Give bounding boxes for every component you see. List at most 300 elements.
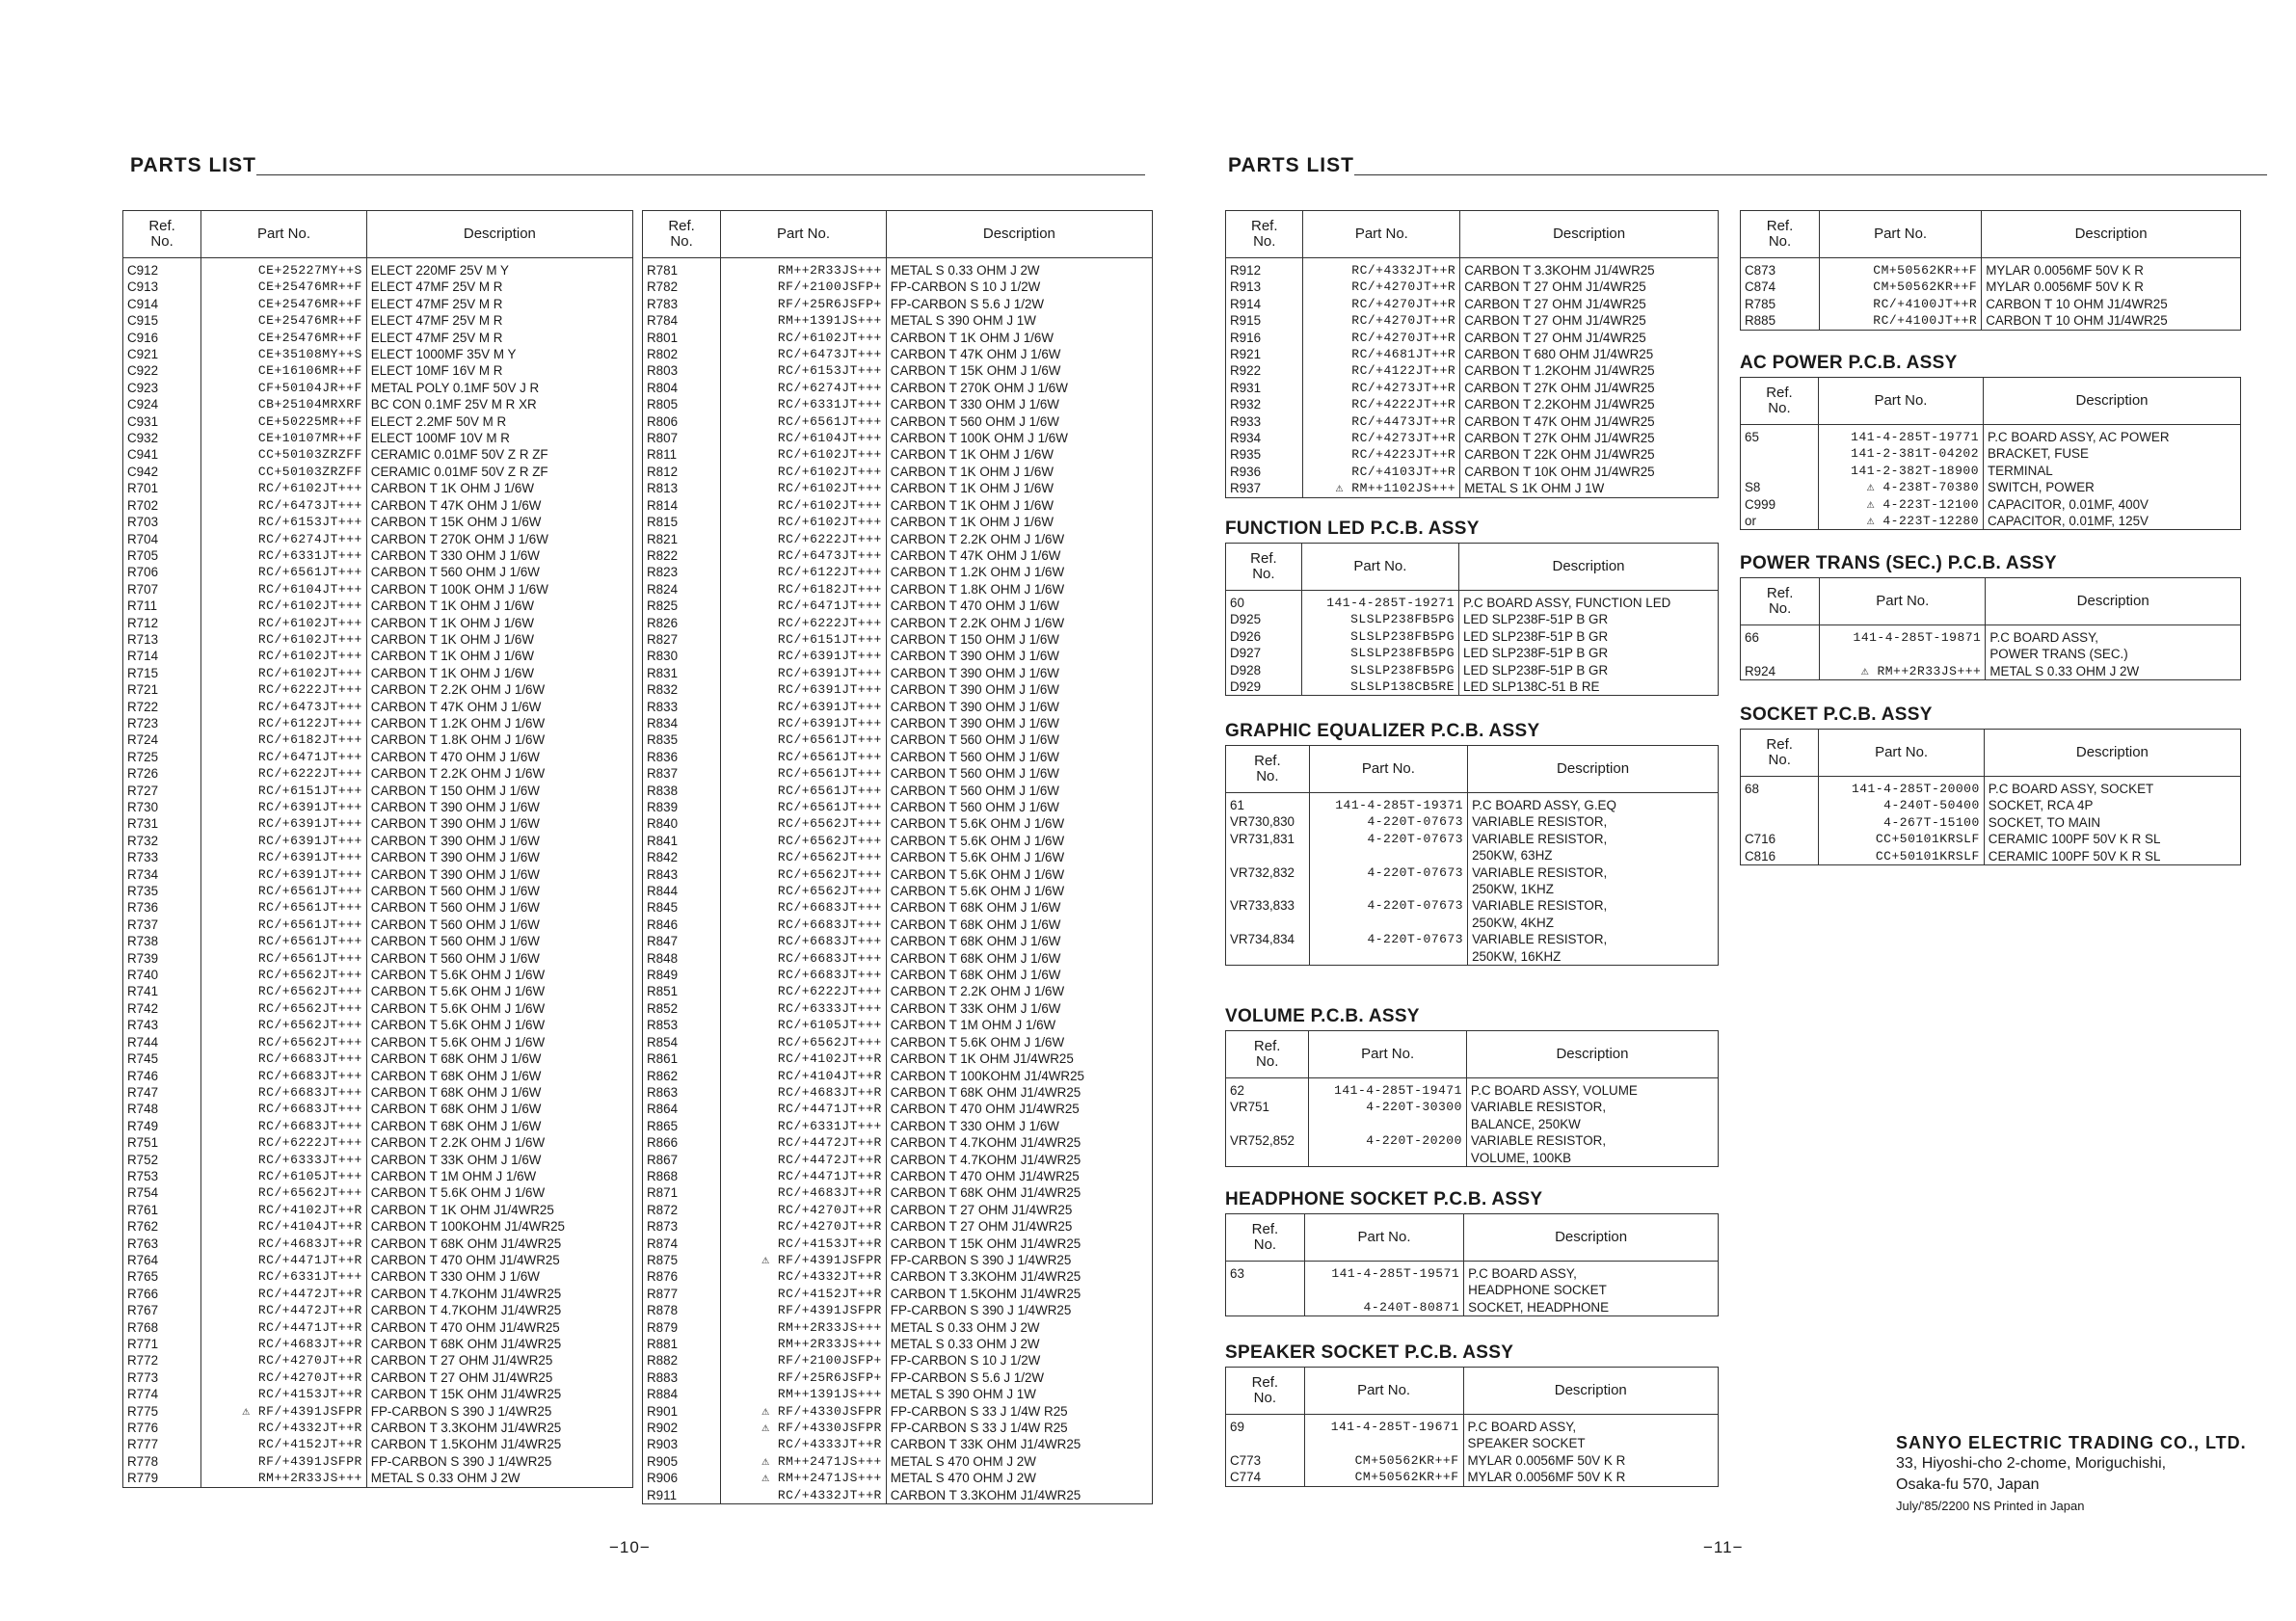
description-cell: HEADPHONE SOCKET (1464, 1282, 1719, 1298)
table-row (643, 917, 1153, 933)
ref-cell: R884 (643, 1386, 721, 1402)
ref-cell: R812 (643, 464, 721, 480)
table-row (1226, 797, 1719, 813)
table-header-row (1226, 211, 1719, 258)
ref-cell (1741, 445, 1819, 462)
table-header-row (1226, 1214, 1719, 1262)
ref-header: Ref. No. (1226, 1214, 1305, 1262)
description-cell: CARBON T 560 OHM J 1/6W (366, 917, 632, 933)
ref-cell: R714 (123, 648, 201, 664)
description-cell: CARBON T 68K OHM J1/4WR25 (886, 1084, 1152, 1101)
part-number-cell: RC/+6471JT+++ (201, 749, 367, 765)
part-number-cell: RC/+6122JT+++ (721, 564, 887, 580)
part-number-cell: RC/+4270JT++R (721, 1218, 887, 1235)
table-row (643, 1470, 1153, 1486)
part-number-cell: RC/+4153JT++R (721, 1236, 887, 1252)
table-row (123, 279, 633, 295)
part-number-cell: RC/+4273JT++R (1303, 430, 1460, 446)
table-header-row (643, 211, 1153, 258)
ref-header: Ref. No. (1741, 578, 1820, 625)
table-row (1226, 864, 1719, 881)
part-number-cell: RC/+6102JT+++ (721, 446, 887, 463)
ref-cell: R838 (643, 783, 721, 799)
part-number-cell: CE+10107MR++F (201, 430, 367, 446)
ref-cell: R903 (643, 1436, 721, 1452)
description-cell: VARIABLE RESISTOR, (1466, 1132, 1718, 1149)
description-cell: METAL S 470 OHM J 2W (886, 1470, 1152, 1486)
ref-cell: R782 (643, 279, 721, 295)
ref-cell: R931 (1226, 380, 1303, 396)
description-cell: CARBON T 390 OHM J 1/6W (886, 681, 1152, 698)
description-cell: CARBON T 1K OHM J 1/6W (366, 480, 632, 496)
description-cell: CARBON T 390 OHM J 1/6W (366, 799, 632, 815)
part-number-cell: RC/+6104JT+++ (201, 581, 367, 598)
table-row (123, 1252, 633, 1268)
part-number-cell: RC/+6331JT+++ (201, 1268, 367, 1285)
table-row (643, 1268, 1153, 1285)
description-cell: CARBON T 47K OHM J 1/6W (886, 346, 1152, 362)
description-cell: CARBON T 5.6K OHM J 1/6W (886, 1034, 1152, 1050)
part-number-cell: RC/+6562JT+++ (721, 883, 887, 899)
part-number-cell: RC/+6104JT+++ (721, 430, 887, 446)
part-number-cell: RC/+4100JT++R (1819, 312, 1981, 330)
part-number-cell: RC/+4471JT++R (201, 1319, 367, 1336)
table-row (643, 681, 1153, 698)
part-number-cell: RC/+6561JT+++ (201, 950, 367, 967)
ref-cell: R745 (123, 1050, 201, 1067)
part-number-cell: RC/+6561JT+++ (721, 765, 887, 782)
ref-header: Ref. No. (1741, 730, 1819, 777)
table-row (123, 883, 633, 899)
table-row (123, 699, 633, 715)
ref-cell: R752 (123, 1152, 201, 1168)
ref-cell: R815 (643, 514, 721, 530)
desc-header: Description (1459, 544, 1719, 591)
part-number-cell: RC/+6683JT+++ (201, 1118, 367, 1134)
ref-cell: R723 (123, 715, 201, 731)
table-row (1741, 445, 2241, 462)
part-number-cell: RC/+6562JT+++ (201, 1034, 367, 1050)
description-cell: METAL S 0.33 OHM J 2W (886, 262, 1152, 279)
part-header: Part No. (201, 211, 367, 258)
part-number-cell: RC/+6151JT+++ (201, 783, 367, 799)
description-cell: CARBON T 470 OHM J1/4WR25 (886, 1101, 1152, 1117)
description-cell: CARBON T 330 OHM J 1/6W (886, 396, 1152, 412)
table-row (123, 430, 633, 446)
description-cell: ELECT 2.2MF 50V M R (366, 413, 632, 430)
description-cell: CARBON T 560 OHM J 1/6W (366, 950, 632, 967)
ref-cell (1226, 948, 1310, 966)
description-cell: CARBON T 68K OHM J 1/6W (886, 933, 1152, 949)
ref-cell: R743 (123, 1017, 201, 1033)
ref-cell (1741, 646, 1820, 662)
part-number-cell: RC/+4104JT++R (721, 1068, 887, 1084)
part-number-cell (1309, 1116, 1467, 1132)
part-number-cell: RC/+6105JT+++ (201, 1168, 367, 1184)
ref-cell: C716 (1741, 831, 1819, 847)
part-number-cell: RC/+4100JT++R (1819, 296, 1981, 312)
desc-header: Description (1460, 211, 1719, 258)
table-header-row (123, 211, 633, 258)
ref-cell: R867 (643, 1152, 721, 1168)
part-number-cell: CM+50562KR++F (1819, 262, 1981, 279)
ref-cell: R936 (1226, 464, 1303, 480)
part-number-cell: RC/+6102JT+++ (721, 514, 887, 530)
table-row (643, 1000, 1153, 1017)
description-cell: CARBON T 1K OHM J 1/6W (366, 648, 632, 664)
table-row (643, 1168, 1153, 1184)
table-row (1226, 897, 1719, 914)
ref-cell: R905 (643, 1453, 721, 1470)
ref-cell: C922 (123, 362, 201, 379)
description-cell: METAL S 1K OHM J 1W (1460, 480, 1719, 497)
company-block (1896, 1432, 2247, 1517)
table-row (123, 799, 633, 815)
table-row (643, 1101, 1153, 1117)
ref-cell: C932 (123, 430, 201, 446)
part-number-cell (1304, 1282, 1463, 1298)
part-number-cell: 141-2-381T-04202 (1818, 445, 1983, 462)
part-number-cell: RC/+6102JT+++ (201, 480, 367, 496)
description-cell: CARBON T 3.3KOHM J1/4WR25 (886, 1487, 1152, 1504)
table-row (123, 731, 633, 748)
part-number-cell: RC/+6562JT+++ (201, 1017, 367, 1033)
ref-cell: R868 (643, 1168, 721, 1184)
table-row (1226, 1116, 1719, 1132)
description-cell: P.C BOARD ASSY, (1986, 629, 2241, 646)
part-number-cell: RC/+6683JT+++ (721, 917, 887, 933)
description-cell: CARBON T 1K OHM J 1/6W (886, 497, 1152, 514)
part-number-cell: RC/+6182JT+++ (201, 731, 367, 748)
description-cell: CARBON T 330 OHM J 1/6W (366, 1268, 632, 1285)
description-cell: SWITCH, POWER (1984, 479, 2241, 495)
table-row (1226, 413, 1719, 430)
table-row (123, 346, 633, 362)
ref-cell: R881 (643, 1336, 721, 1352)
description-cell: CARBON T 15K OHM J 1/6W (366, 514, 632, 530)
ref-cell: R934 (1226, 430, 1303, 446)
desc-header: Description (1466, 1031, 1718, 1078)
description-cell: CAPACITOR, 0.01MF, 125V (1984, 513, 2241, 530)
part-header: Part No. (1309, 746, 1467, 793)
description-cell: CARBON T 1.2K OHM J 1/6W (366, 715, 632, 731)
description-cell: CARBON T 1.8K OHM J 1/6W (886, 581, 1152, 598)
part-number-cell: RC/+4333JT++R (721, 1436, 887, 1452)
ref-cell: R871 (643, 1184, 721, 1201)
ref-cell: C916 (123, 330, 201, 346)
description-cell: CARBON T 5.6K OHM J 1/6W (886, 833, 1152, 849)
part-number-cell: RC/+4471JT++R (721, 1101, 887, 1117)
description-cell: CARBON T 2.2K OHM J 1/6W (886, 531, 1152, 547)
ref-cell: 69 (1226, 1419, 1305, 1435)
description-cell: CERAMIC 0.01MF 50V Z R ZF (366, 464, 632, 480)
description-cell: CARBON T 100K OHM J 1/6W (366, 581, 632, 598)
table-row (643, 1336, 1153, 1352)
table-row (643, 296, 1153, 312)
ref-cell: R761 (123, 1202, 201, 1218)
part-number-cell: RC/+4270JT++R (201, 1352, 367, 1369)
table-row (1741, 262, 2241, 279)
part-number-cell: RC/+6102JT+++ (201, 631, 367, 648)
part-number-cell: ⚠ RF/+4330JSFPR (721, 1420, 887, 1436)
part-number-cell: RC/+6561JT+++ (721, 749, 887, 765)
part-number-cell: RF/+25R6JSFP+ (721, 1369, 887, 1386)
table-row (123, 1470, 633, 1487)
description-cell: CARBON T 5.6K OHM J 1/6W (366, 1184, 632, 1201)
ref-cell: R921 (1226, 346, 1303, 362)
description-cell: ELECT 1000MF 35V M Y (366, 346, 632, 362)
part-number-cell: RC/+6683JT+++ (201, 1101, 367, 1117)
table-row (1226, 628, 1719, 645)
description-cell: CARBON T 27 OHM J1/4WR25 (1460, 330, 1719, 346)
table-row (123, 330, 633, 346)
table-row (1226, 380, 1719, 396)
ref-cell: R706 (123, 564, 201, 580)
description-cell: CARBON T 470 OHM J 1/6W (886, 598, 1152, 614)
part-number-cell: RC/+6274JT+++ (201, 531, 367, 547)
table-row (123, 1420, 633, 1436)
description-cell: CERAMIC 0.01MF 50V Z R ZF (366, 446, 632, 463)
ref-cell: R932 (1226, 396, 1303, 412)
description-cell: POWER TRANS (SEC.) (1986, 646, 2241, 662)
ref-cell: R771 (123, 1336, 201, 1352)
ref-cell: R725 (123, 749, 201, 765)
table-row (123, 1319, 633, 1336)
section-title-headphone: HEADPHONE SOCKET P.C.B. ASSY (1225, 1189, 1543, 1209)
description-cell: MYLAR 0.0056MF 50V K R (1463, 1452, 1718, 1469)
part-number-cell: RC/+4122JT++R (1303, 362, 1460, 379)
table-row (123, 849, 633, 865)
description-cell: FP-CARBON S 33 J 1/4W R25 (886, 1420, 1152, 1436)
part-number-cell: CB+25104MRXRF (201, 396, 367, 412)
part-number-cell: RC/+6683JT+++ (201, 1050, 367, 1067)
table-header-row (1226, 1031, 1719, 1078)
description-cell: CARBON T 1K OHM J1/4WR25 (366, 1202, 632, 1218)
table-row (1226, 678, 1719, 696)
ref-cell: C873 (1741, 262, 1820, 279)
ref-cell: R742 (123, 1000, 201, 1017)
ref-cell: R825 (643, 598, 721, 614)
table-header-row (1741, 211, 2241, 258)
part-number-cell: RC/+4471JT++R (201, 1252, 367, 1268)
table-row (1741, 312, 2241, 330)
table-row (1226, 262, 1719, 279)
ref-cell: C931 (123, 413, 201, 430)
description-cell: CARBON T 27 OHM J1/4WR25 (366, 1369, 632, 1386)
description-cell: CARBON T 1.2K OHM J 1/6W (886, 564, 1152, 580)
description-cell: P.C BOARD ASSY, (1463, 1419, 1718, 1435)
part-number-cell (1309, 948, 1467, 966)
table-row (1741, 513, 2241, 530)
ref-cell: R779 (123, 1470, 201, 1487)
table-row (123, 1118, 633, 1134)
table-row (1741, 296, 2241, 312)
description-cell: FP-CARBON S 390 J 1/4WR25 (366, 1403, 632, 1420)
ref-cell: 62 (1226, 1082, 1309, 1099)
description-cell: CARBON T 560 OHM J 1/6W (886, 765, 1152, 782)
table-row (1226, 1099, 1719, 1115)
description-cell: P.C BOARD ASSY, FUNCTION LED (1459, 595, 1719, 611)
ref-cell: R785 (1741, 296, 1820, 312)
part-number-cell: RC/+6102JT+++ (721, 330, 887, 346)
description-cell: FP-CARBON S 10 J 1/2W (886, 279, 1152, 295)
description-cell: P.C BOARD ASSY, (1464, 1265, 1719, 1282)
ref-cell: R774 (123, 1386, 201, 1402)
table-row (643, 1302, 1153, 1318)
ref-cell: R826 (643, 615, 721, 631)
part-number-cell: RC/+6391JT+++ (721, 681, 887, 698)
part-number-cell: 4-220T-07673 (1309, 813, 1467, 830)
ref-cell: R773 (123, 1369, 201, 1386)
part-number-cell: RC/+4332JT++R (1303, 262, 1460, 279)
description-cell: VARIABLE RESISTOR, (1468, 897, 1719, 914)
part-number-cell: RC/+6562JT+++ (201, 967, 367, 983)
part-number-cell: CM+50562KR++F (1304, 1469, 1463, 1486)
part-number-cell: RC/+4222JT++R (1303, 396, 1460, 412)
description-cell: CARBON T 5.6K OHM J 1/6W (886, 883, 1152, 899)
table-row (123, 380, 633, 396)
part-number-cell: RC/+6562JT+++ (201, 1000, 367, 1017)
table-row (643, 1487, 1153, 1504)
table-row (643, 430, 1153, 446)
ref-cell: R744 (123, 1034, 201, 1050)
ref-cell (1226, 847, 1310, 864)
part-number-cell: RC/+4472JT++R (201, 1286, 367, 1302)
part-number-cell: SLSLP238FB5PG (1301, 662, 1458, 678)
table-row (1226, 1452, 1719, 1469)
part-header: Part No. (1304, 1214, 1463, 1262)
table-row (643, 1403, 1153, 1420)
part-header: Part No. (1820, 578, 1986, 625)
part-number-cell: RC/+6561JT+++ (721, 731, 887, 748)
description-cell: METAL S 0.33 OHM J 2W (366, 1470, 632, 1487)
ref-cell: 63 (1226, 1265, 1305, 1282)
description-cell: METAL S 0.33 OHM J 2W (1986, 663, 2241, 680)
part-number-cell: RC/+6222JT+++ (721, 531, 887, 547)
parts-list-header-right: PARTS LIST (1228, 154, 1354, 176)
part-number-cell: RC/+6683JT+++ (201, 1084, 367, 1101)
table-row (123, 1152, 633, 1168)
ref-cell: R784 (643, 312, 721, 329)
ref-cell: R701 (123, 480, 201, 496)
description-cell: P.C BOARD ASSY, VOLUME (1466, 1082, 1718, 1099)
ref-cell (1226, 1116, 1309, 1132)
ref-cell: R748 (123, 1101, 201, 1117)
table-row (123, 967, 633, 983)
table-row (643, 1202, 1153, 1218)
ref-cell: C921 (123, 346, 201, 362)
description-cell: CARBON T 330 OHM J 1/6W (366, 547, 632, 564)
ref-header: Ref. No. (1226, 1031, 1309, 1078)
table-row (643, 665, 1153, 681)
table-row (643, 330, 1153, 346)
table-row (1226, 847, 1719, 864)
table-row (123, 1184, 633, 1201)
description-cell: FP-CARBON S 5.6 J 1/2W (886, 296, 1152, 312)
part-number-cell: RC/+6102JT+++ (201, 598, 367, 614)
ref-cell: R833 (643, 699, 721, 715)
part-number-cell: CM+50562KR++F (1819, 279, 1981, 295)
part-number-cell: RC/+6102JT+++ (721, 497, 887, 514)
ref-cell: D925 (1226, 611, 1302, 627)
part-header: Part No. (721, 211, 887, 258)
description-cell: CARBON T 47K OHM J1/4WR25 (1460, 413, 1719, 430)
part-number-cell: CE+25476MR++F (201, 279, 367, 295)
part-header: Part No. (1818, 378, 1983, 425)
section-title-socket: SOCKET P.C.B. ASSY (1740, 704, 1933, 725)
table-row (643, 765, 1153, 782)
desc-header: Description (1463, 1368, 1718, 1415)
description-cell: CARBON T 100KOHM J1/4WR25 (366, 1218, 632, 1235)
description-cell: METAL POLY 0.1MF 50V J R (366, 380, 632, 396)
table-row (123, 464, 633, 480)
ref-cell: R915 (1226, 312, 1303, 329)
part-number-cell: RC/+4104JT++R (201, 1218, 367, 1235)
table-row (1741, 814, 2241, 831)
ref-cell: R878 (643, 1302, 721, 1318)
part-number-cell: SLSLP238FB5PG (1301, 611, 1458, 627)
part-number-cell: RC/+6562JT+++ (721, 833, 887, 849)
description-cell: CARBON T 68K OHM J 1/6W (366, 1050, 632, 1067)
table-row (643, 849, 1153, 865)
desc-header: Description (1986, 578, 2241, 625)
description-cell: 250KW, 4KHZ (1468, 915, 1719, 931)
ref-cell: R715 (123, 665, 201, 681)
part-number-cell: CM+50562KR++F (1304, 1452, 1463, 1469)
ref-cell: VR752,852 (1226, 1132, 1309, 1149)
part-number-cell: RC/+6561JT+++ (721, 783, 887, 799)
ref-header: Ref. No. (1226, 1368, 1305, 1415)
table-row (123, 1403, 633, 1420)
description-cell: CARBON T 1K OHM J 1/6W (886, 514, 1152, 530)
table-row (643, 749, 1153, 765)
ref-cell: R861 (643, 1050, 721, 1067)
part-number-cell: SLSLP138CB5RE (1301, 678, 1458, 696)
part-number-cell: RC/+4683JT++R (721, 1184, 887, 1201)
table-row (1741, 479, 2241, 495)
description-cell: LED SLP238F-51P B GR (1459, 645, 1719, 661)
part-number-cell: RF/+4391JSFPR (201, 1453, 367, 1470)
description-cell: VARIABLE RESISTOR, (1468, 831, 1719, 847)
part-number-cell: RC/+6683JT+++ (721, 967, 887, 983)
ref-cell: R741 (123, 983, 201, 999)
table-row (123, 1386, 633, 1402)
description-cell: CARBON T 27 OHM J1/4WR25 (1460, 279, 1719, 295)
description-cell: CARBON T 10 OHM J1/4WR25 (1982, 296, 2241, 312)
parts-table-left-1 (122, 210, 633, 1488)
table-header-row (1741, 730, 2241, 777)
ref-cell: R847 (643, 933, 721, 949)
part-number-cell: RC/+6562JT+++ (721, 1034, 887, 1050)
description-cell: CARBON T 27 OHM J1/4WR25 (1460, 296, 1719, 312)
table-row (643, 1369, 1153, 1386)
part-number-cell: RF/+2100JSFP+ (721, 1352, 887, 1369)
desc-header: Description (1984, 730, 2240, 777)
ref-cell: R707 (123, 581, 201, 598)
ref-cell: C942 (123, 464, 201, 480)
part-number-cell: CC+50101KRSLF (1819, 848, 1984, 865)
table-row (643, 380, 1153, 396)
table-row (643, 833, 1153, 849)
ref-cell: R734 (123, 866, 201, 883)
description-cell: METAL S 470 OHM J 2W (886, 1453, 1152, 1470)
part-number-cell: RC/+6473JT+++ (201, 497, 367, 514)
ref-cell: R754 (123, 1184, 201, 1201)
part-number-cell: CE+25476MR++F (201, 330, 367, 346)
part-number-cell: RC/+6122JT+++ (201, 715, 367, 731)
part-number-cell: RC/+6562JT+++ (721, 866, 887, 883)
part-number-cell: CC+50103ZRZFF (201, 464, 367, 480)
